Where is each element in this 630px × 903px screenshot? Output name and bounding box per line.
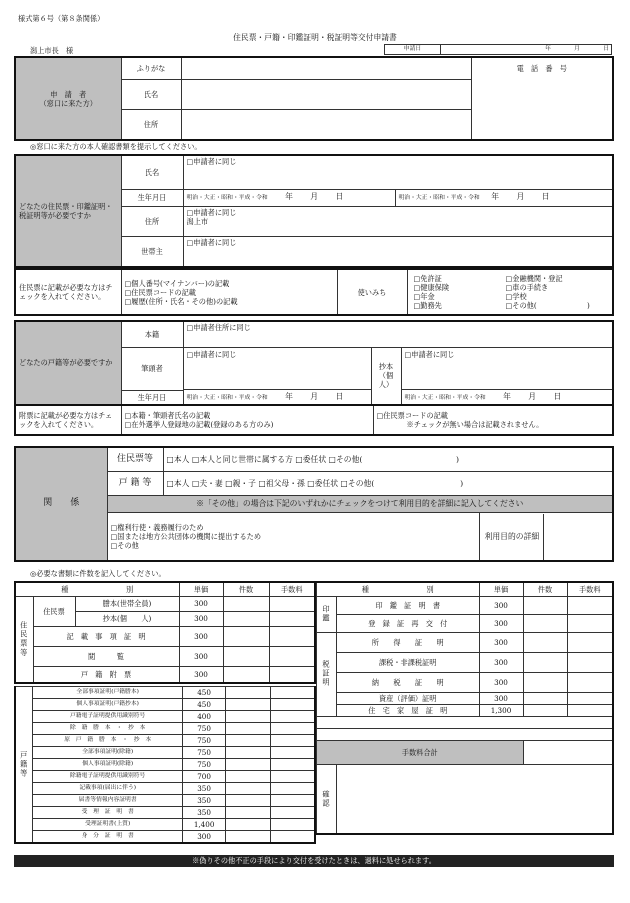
fee-row-price: 350: [182, 807, 225, 819]
fee-row-name: 戸籍電子証明提供用識別符号: [33, 711, 182, 723]
resident-question: どなたの住民票・印鑑証明・税証明等が必要ですか: [15, 155, 121, 267]
fee-row-name: 納 税 証 明: [337, 672, 480, 692]
fee-row-fee[interactable]: [270, 723, 315, 735]
honseki-label: 本籍: [121, 321, 183, 347]
resident-address-input[interactable]: □ 申請者に同じ 潟上市: [183, 206, 613, 236]
relation-koseki-options: [163, 471, 613, 495]
resident-name-label: 氏名: [121, 155, 183, 189]
fee-row-fee[interactable]: [270, 807, 315, 819]
footer-warning: ※偽りその他不正の手段により交付を受けたときは、過料に処せられます。: [14, 855, 614, 867]
address-label: 住所: [121, 109, 181, 140]
applicant-label: 申 請 者 （窓口に来た方）: [15, 57, 121, 140]
fee-header-price: 単価: [179, 582, 223, 596]
usage-label: 使いみち: [337, 269, 407, 315]
application-date: [384, 44, 612, 55]
usage-pension[interactable]: □ 年金: [414, 292, 506, 301]
fee-row-fee[interactable]: [567, 652, 613, 672]
fee-row-price: 300: [479, 596, 523, 614]
purpose-detail-label: 利用目的の詳細: [480, 514, 544, 560]
other-purpose-banner: ※「その他」の場合は下記のいずれかにチェックをつけて利用目的を詳細に記入してください: [107, 496, 613, 513]
fee-row-count[interactable]: [523, 704, 567, 716]
householder-input[interactable]: □ 申請者に同じ: [183, 236, 613, 267]
record-items-section: [14, 268, 614, 316]
record-item-code[interactable]: □ 住民票コードの記載: [125, 288, 334, 297]
resident-address-label: 住所: [121, 206, 183, 236]
fee-row-fee[interactable]: [567, 704, 613, 716]
fee-row-fee[interactable]: [270, 795, 315, 807]
fee-row-price: 300: [479, 632, 523, 652]
shohon-input[interactable]: □ 申請者に同じ 明治・大正・昭和・平成・令和 年 月 日: [401, 347, 613, 405]
fee-row-price: 300: [179, 646, 223, 666]
fee-row-name: 個人事項証明(除籍): [33, 759, 182, 771]
fee-row-fee[interactable]: [270, 819, 315, 831]
koseki-spouse[interactable]: □ 夫・妻: [192, 479, 223, 488]
furigana-label: ふりがな: [121, 57, 181, 79]
fee-row-fee[interactable]: [270, 735, 315, 747]
hittousha-input[interactable]: □ 申請者に同じ 明治・大正・昭和・平成・令和 年 月 日: [183, 347, 371, 405]
fee-row-fee[interactable]: [269, 646, 315, 666]
fee-row-price: 750: [182, 735, 225, 747]
purpose-checklist: [107, 513, 480, 561]
fee-row-count[interactable]: [523, 692, 567, 704]
fee-row-name: 除籍電子証明提供用識別符号: [33, 771, 182, 783]
fee-row-count[interactable]: [226, 699, 271, 711]
fee-row-name: 印 鑑 証 明 書: [337, 596, 480, 614]
fee-row-count[interactable]: [226, 759, 271, 771]
fee-row-price: 450: [182, 687, 225, 699]
fee-row-price: 300: [179, 596, 223, 611]
fee-row-price: 300: [179, 611, 223, 626]
fee-row-count[interactable]: [223, 596, 269, 611]
date-label: 申請日: [385, 45, 441, 55]
fee-row-fee[interactable]: [270, 831, 315, 844]
relation-self[interactable]: □ 本人: [167, 455, 190, 464]
relation-resident-options: [163, 447, 613, 471]
attached-record-section: [14, 404, 614, 436]
fee-header-fee: 手数料: [269, 582, 315, 596]
koseki-parent-child[interactable]: □ 親・子: [225, 479, 256, 488]
city-name: 潟上市: [186, 216, 209, 226]
attached-item-overseas[interactable]: □ 在外選挙人登録地の記載(登録のある方のみ): [125, 420, 370, 429]
applicant-section: [14, 56, 614, 141]
fee-row-fee[interactable]: [269, 666, 315, 683]
fee-row-count[interactable]: [226, 771, 271, 783]
relation-proxy[interactable]: □ 委任状: [295, 455, 326, 464]
fee-row-count[interactable]: [523, 632, 567, 652]
usage-options: [407, 269, 613, 315]
fee-row-count[interactable]: [226, 783, 271, 795]
fee-row-name: 全部事項証明(除籍): [33, 747, 182, 759]
seal-group-label: 印鑑: [317, 596, 337, 632]
fee-row-name: 原 戸 籍 謄 本 ・ 抄 本: [33, 735, 182, 747]
fee-row-price: 350: [182, 783, 225, 795]
record-item-history[interactable]: □ 履歴(住所・氏名・その他)の記載: [125, 297, 334, 306]
fee-row-price: 300: [179, 626, 223, 646]
resident-copy-label: 住民票: [33, 596, 75, 626]
address-input[interactable]: [181, 109, 471, 140]
date-field[interactable]: 年 月 日: [441, 45, 612, 55]
koseki-group-label: 戸籍等: [15, 687, 33, 844]
fee-row-count[interactable]: [226, 711, 271, 723]
fee-row-name: 資産（評価）証明: [337, 692, 480, 704]
fee-row-count[interactable]: [226, 687, 271, 699]
fee-row-fee[interactable]: [567, 672, 613, 692]
hittousha-label: 筆頭者: [121, 347, 183, 390]
fee-row-name: 登 録 証 再 交 付: [337, 614, 480, 632]
fee-row-price: 400: [182, 711, 225, 723]
fee-row-fee[interactable]: [270, 687, 315, 699]
fee-row-name: 受理証明書(上質): [33, 819, 182, 831]
koseki-grandparent[interactable]: □ 祖父母・孫: [258, 479, 304, 488]
page-title: 住民票・戸籍・印鑑証明・税証明等交付申請書: [233, 33, 397, 42]
fee-row-price: 300: [182, 831, 225, 844]
total-fee-input[interactable]: [523, 740, 613, 764]
usage-workplace[interactable]: □ 勤務先: [414, 301, 506, 310]
attached-note: ※チェックが無い場合は記載されません。: [406, 420, 544, 429]
fee-row-fee[interactable]: [269, 626, 315, 646]
name-label: 氏名: [121, 79, 181, 109]
koseki-self[interactable]: □ 本人: [167, 479, 190, 488]
koseki-proxy[interactable]: □ 委任状: [307, 479, 338, 488]
form-number: 様式第６号（第８条関係）: [18, 14, 105, 23]
fee-header-count: 件数: [223, 582, 269, 596]
fee-row-fee[interactable]: [270, 711, 315, 723]
fee-header-fee: 手数料: [567, 582, 613, 596]
resident-birth-input[interactable]: 明治・大正・昭和・平成・令和 年 月 日: [183, 189, 395, 206]
fee-row-price: 300: [479, 672, 523, 692]
fee-row-price: 300: [479, 614, 523, 632]
purpose-government[interactable]: □ 国または地方公共団体の機関に提出するため: [111, 532, 477, 541]
record-item-mynumber[interactable]: □ 個人番号(マイナンバー)の記載: [125, 279, 334, 288]
record-items-label: 住民票に記載が必要な方はチェックを入れてください。: [15, 269, 121, 315]
usage-license[interactable]: □ 免許証: [414, 274, 506, 283]
attached-code: [373, 405, 613, 435]
resident-birth-label: 生年月日: [121, 189, 183, 206]
confirm-area[interactable]: [337, 764, 614, 834]
fee-header-type: 種 別: [317, 582, 480, 596]
fee-header-type: 種 別: [15, 582, 179, 596]
attached-checklist: [121, 405, 373, 435]
resident-name-input[interactable]: □ 申請者に同じ: [183, 155, 613, 189]
id-notice: ◎窓口に来た方の本人確認書類を提示してください。: [30, 142, 202, 151]
fee-row-fee[interactable]: [270, 783, 315, 795]
fee-table-koseki: [14, 686, 316, 844]
fee-row-fee[interactable]: [567, 692, 613, 704]
usage-health-insurance[interactable]: □ 健康保険: [414, 283, 506, 292]
usage-vehicle[interactable]: □ 車の手続き: [506, 283, 590, 292]
fee-row-price: 450: [182, 699, 225, 711]
fee-row-price: 750: [182, 723, 225, 735]
phone-label: 電 話 番 号: [471, 57, 613, 79]
fee-row-name: 記 載 事 項 証 明: [33, 626, 179, 646]
householder-label: 世帯主: [121, 236, 183, 267]
attached-item-code[interactable]: □ 住民票コードの記載: [377, 411, 610, 420]
koseki-target-section: [14, 320, 614, 406]
resident-birth-input-2[interactable]: 明治・大正・昭和・平成・令和 年 月 日: [395, 189, 613, 206]
fee-row-name: 抄本(個 人): [75, 611, 179, 626]
furigana-input[interactable]: [181, 57, 471, 79]
resident-group-label: 住民票等: [15, 596, 33, 683]
usage-other[interactable]: □ その他( ): [506, 301, 590, 310]
resident-target-section: [14, 154, 614, 268]
fee-row-count[interactable]: [226, 831, 271, 844]
relation-section: [14, 446, 614, 562]
fee-row-name: 身 分 証 明 書: [33, 831, 182, 844]
addressee: 潟上市長 様: [30, 46, 74, 55]
fee-table-left: [14, 581, 316, 684]
fee-row-count[interactable]: [223, 646, 269, 666]
fee-row-price: 1,400: [182, 819, 225, 831]
fee-row-fee[interactable]: [567, 596, 613, 614]
counts-notice: ◎必要な書類に件数を記入してください。: [30, 569, 166, 578]
fee-row-fee[interactable]: [269, 596, 315, 611]
confirm-label: 確認: [317, 764, 337, 834]
fee-row-price: 300: [479, 652, 523, 672]
attached-item-honseki[interactable]: □ 本籍・筆頭者氏名の記載: [125, 411, 370, 420]
record-items-checklist: [121, 269, 337, 315]
fee-row-count[interactable]: [226, 819, 271, 831]
fee-row-price: 750: [182, 747, 225, 759]
usage-bank[interactable]: □ 金融機関・登記: [506, 274, 590, 283]
fee-row-name: 閲 覧: [33, 646, 179, 666]
fee-row-fee[interactable]: [567, 632, 613, 652]
fee-row-count[interactable]: [226, 747, 271, 759]
koseki-other[interactable]: □ その他( ): [341, 479, 464, 488]
koseki-question: どなたの戸籍等が必要ですか: [15, 321, 121, 405]
fee-row-name: 戸 籍 附 票: [33, 666, 179, 683]
fee-row-name: 個人事項証明(戸籍抄本): [33, 699, 182, 711]
fee-row-fee[interactable]: [269, 611, 315, 626]
fee-row-count[interactable]: [226, 795, 271, 807]
tax-group-label: 税証明: [317, 632, 337, 716]
fee-table-right: [316, 581, 614, 835]
relation-other[interactable]: □ その他( ): [329, 455, 459, 464]
fee-row-count[interactable]: [523, 672, 567, 692]
fee-row-price: 700: [182, 771, 225, 783]
usage-school[interactable]: □ 学校: [506, 292, 590, 301]
fee-row-count[interactable]: [223, 611, 269, 626]
fee-row-name: 住 宅 家 屋 証 明: [337, 704, 480, 716]
fee-row-fee[interactable]: [270, 699, 315, 711]
attached-label: 附票に記載が必要な方はチェックを入れてください。: [15, 405, 121, 435]
name-input[interactable]: [181, 79, 471, 109]
phone-input[interactable]: [471, 79, 613, 140]
purpose-rights[interactable]: □ 権利行使・義務履行のため: [111, 523, 477, 532]
fee-row-price: 1,300: [479, 704, 523, 716]
fee-header-count: 件数: [523, 582, 567, 596]
fee-row-name: 全部事項証明(戸籍謄本): [33, 687, 182, 699]
fee-row-count[interactable]: [223, 626, 269, 646]
purpose-detail: [480, 513, 613, 561]
fee-row-count[interactable]: [226, 807, 271, 819]
fee-row-name: 届書等情報内容証明書: [33, 795, 182, 807]
fee-row-fee[interactable]: [270, 747, 315, 759]
fee-row-count[interactable]: [226, 723, 271, 735]
relation-label: 関 係: [15, 447, 107, 561]
purpose-other[interactable]: □ その他: [111, 541, 477, 550]
fee-header-price: 単価: [479, 582, 523, 596]
fee-row-fee[interactable]: [270, 771, 315, 783]
fee-row-price: 300: [479, 692, 523, 704]
fee-row-price: 750: [182, 759, 225, 771]
fee-row-fee[interactable]: [567, 614, 613, 632]
fee-row-count[interactable]: [226, 735, 271, 747]
honseki-input[interactable]: □ 申請者住所に同じ: [183, 321, 613, 347]
fee-row-name: 所 得 証 明: [337, 632, 480, 652]
koseki-birth-label: 生年月日: [121, 390, 183, 404]
fee-row-count[interactable]: [523, 596, 567, 614]
shohon-label: 抄本 （個人）: [371, 347, 401, 405]
blank-row[interactable]: [317, 716, 614, 728]
fee-row-name: 謄本(世帯全員): [75, 596, 179, 611]
fee-row-fee[interactable]: [270, 759, 315, 771]
total-fee-label: 手数料合計: [317, 740, 524, 764]
fee-row-name: 課税・非課税証明: [337, 652, 480, 672]
relation-koseki-label: 戸 籍 等: [107, 471, 163, 495]
fee-row-name: 除 籍 謄 本 ・ 抄 本: [33, 723, 182, 735]
relation-household[interactable]: □ 本人と同じ世帯に属する方: [192, 455, 293, 464]
fee-row-price: 300: [179, 666, 223, 683]
fee-row-count[interactable]: [523, 652, 567, 672]
fee-row-name: 受 理 証 明 書: [33, 807, 182, 819]
relation-resident-label: 住民票等: [107, 447, 163, 471]
fee-row-name: 記載事項(届出に伴う): [33, 783, 182, 795]
fee-row-price: 350: [182, 795, 225, 807]
blank-row[interactable]: [317, 728, 614, 740]
fee-row-count[interactable]: [223, 666, 269, 683]
fee-row-count[interactable]: [523, 614, 567, 632]
purpose-detail-input[interactable]: [544, 514, 612, 560]
